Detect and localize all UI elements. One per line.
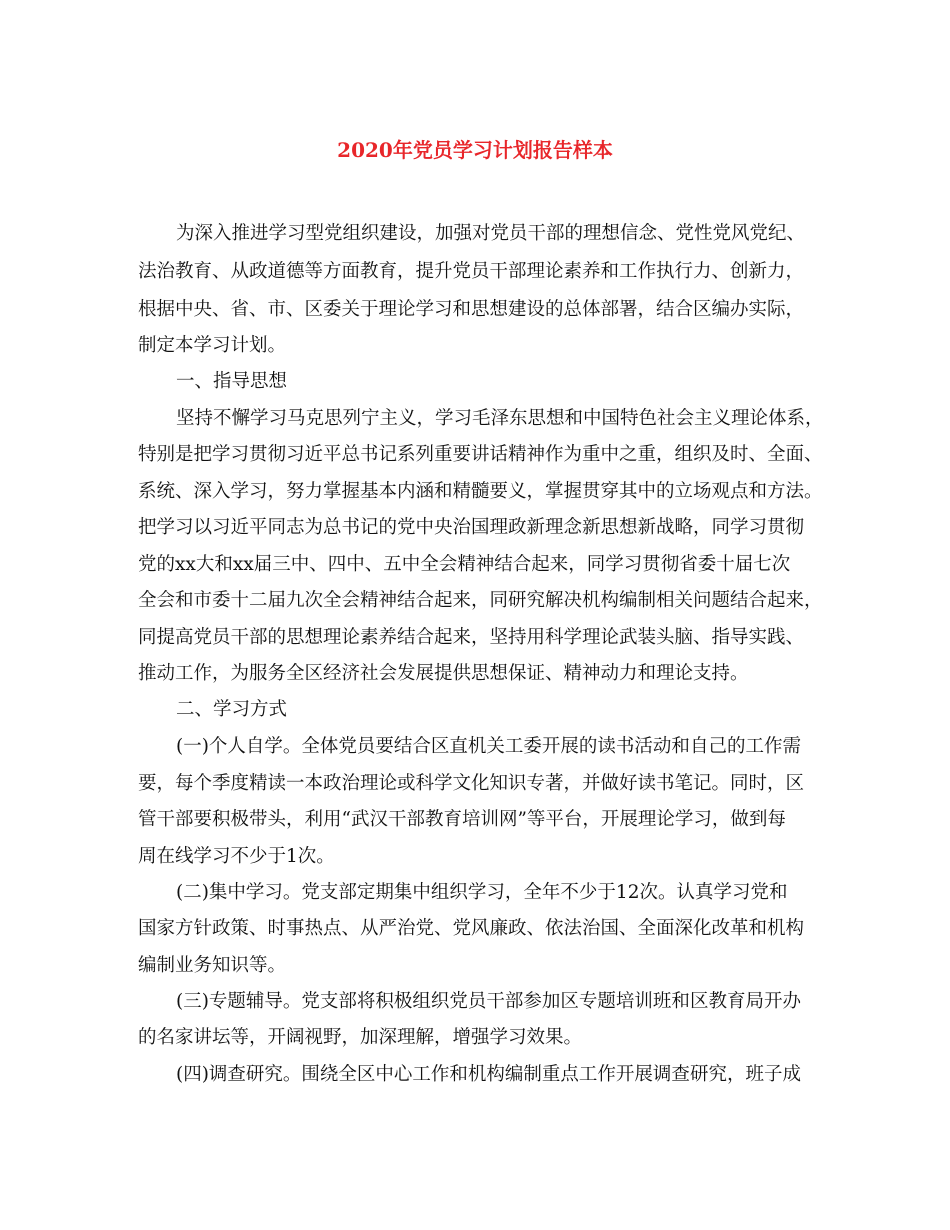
paragraph-line: 编制业务知识等。 xyxy=(138,955,287,976)
section-heading: 一、指导思想 xyxy=(176,371,288,392)
paragraph-line: 周在线学习不少于1次。 xyxy=(138,846,335,867)
paragraph-line: 系统、深入学习，努力掌握基本内涵和精髓要义，掌握贯穿其中的立场观点和方法。 xyxy=(138,481,823,502)
paragraph-line: (二)集中学习。党支部定期集中组织学习，全年不少于12次。认真学习党和 xyxy=(176,882,788,903)
paragraph-line: 国家方针政策、时事热点、从严治党、党风廉政、依法治国、全面深化改革和机构 xyxy=(138,918,805,939)
paragraph-line: 坚持不懈学习马克思列宁主义，学习毛泽东思想和中国特色社会主义理论体系， xyxy=(176,408,824,429)
paragraph-line: 制定本学习计划。 xyxy=(138,335,287,356)
paragraph-line: (一)个人自学。全体党员要结合区直机关工委开展的读书活动和自己的工作需 xyxy=(176,736,801,757)
paragraph-line: 为深入推进学习型党组织建设，加强对党员干部的理想信念、党性党风党纪、 xyxy=(176,223,806,244)
paragraph-line: 推动工作，为服务全区经济社会发展提供思想保证、精神动力和理论支持。 xyxy=(138,663,749,684)
paragraph-line: 管干部要积极带头，利用“武汉干部教育培训网”等平台，开展理论学习，做到每 xyxy=(138,809,786,830)
paragraph-line: (四)调查研究。围绕全区中心工作和机构编制重点工作开展调查研究，班子成 xyxy=(176,1064,801,1085)
paragraph-line: (三)专题辅导。党支部将积极组织党员干部参加区专题培训班和区教育局开办 xyxy=(176,991,801,1012)
paragraph-line: 同提高党员干部的思想理论素养结合起来，坚持用科学理论武装头脑、指导实践、 xyxy=(138,627,805,648)
paragraph-line: 特别是把学习贯彻习近平总书记系列重要讲话精神作为重中之重，组织及时、全面、 xyxy=(138,444,823,465)
document-title: 2020年党员学习计划报告样本 xyxy=(337,138,613,162)
paragraph-line: 的名家讲坛等，开阔视野，加深理解，增强学习效果。 xyxy=(138,1027,583,1048)
section-heading: 二、学习方式 xyxy=(176,699,288,720)
paragraph-line: 根据中央、省、市、区委关于理论学习和思想建设的总体部署，结合区编办实际， xyxy=(138,299,805,320)
paragraph-line: 要，每个季度精读一本政治理论或科学文化知识专著，并做好读书笔记。同时，区 xyxy=(138,773,805,794)
paragraph-line: 法治教育、从政道德等方面教育，提升党员干部理论素养和工作执行力、创新力， xyxy=(138,261,805,282)
paragraph-line: 党的xx大和xx届三中、四中、五中全会精神结合起来，同学习贯彻省委十届七次 xyxy=(138,554,791,575)
paragraph-line: 全会和市委十二届九次全会精神结合起来，同研究解决机构编制相关问题结合起来， xyxy=(138,590,823,611)
paragraph-line: 把学习以习近平同志为总书记的党中央治国理政新理念新思想新战略，同学习贯彻 xyxy=(138,517,805,538)
